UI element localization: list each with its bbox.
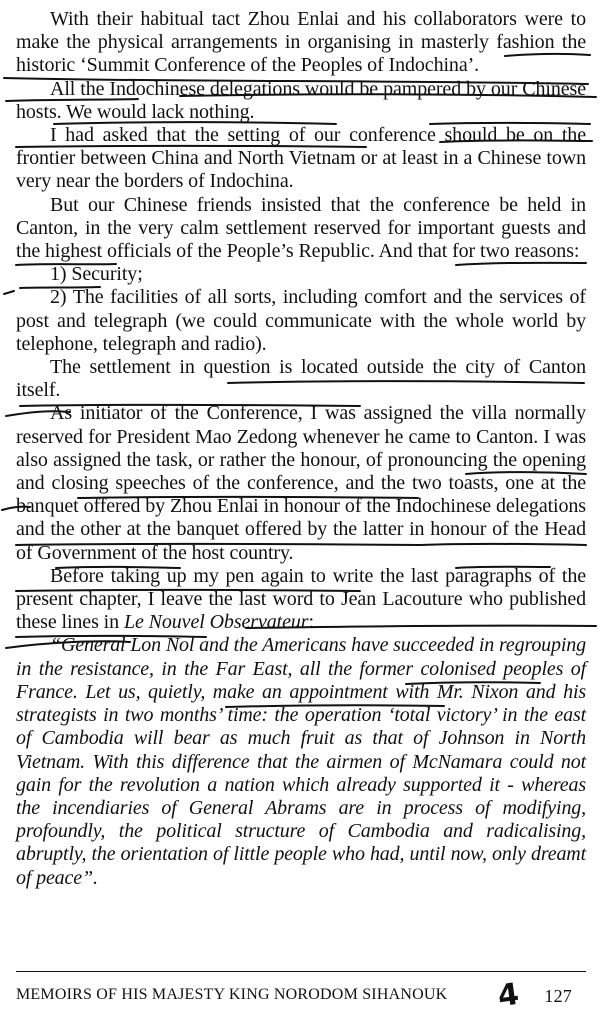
running-footer-title: MEMOIRS OF HIS MAJESTY KING NORODOM SIHANOUK	[16, 986, 448, 1003]
closing-text-after: :	[308, 611, 314, 634]
publication-title: Le Nouvel Observateur	[123, 611, 309, 634]
paragraph-setting-request: I had asked that the setting of our conference should be on the frontier between China and North Vietnam or at least in a Chinese town very near the borders of Indochina.	[16, 124, 586, 193]
reason-security: 1) Security;	[50, 263, 143, 286]
paragraph-arrangements: With their habitual tact Zhou Enlai and his collaborators were to make the physical arrangements in organising in masterly fashion the historic ‘Summit Conference of the Peoples of Indochina’.	[16, 8, 586, 77]
footer-rule	[16, 971, 586, 972]
handwritten-mark: 4	[495, 976, 522, 1015]
page-number: 127	[544, 986, 572, 1006]
page-footer	[16, 976, 586, 1015]
lacouture-quote: “General Lon Nol and the Americans have succeeded in regrouping in the resistance, in the Far East, all the former colonised peoples of France. Let us, quietly, make an appointment with Mr. Nixon and his strategists in two months’ time: the operation ‘total victory’ in the east of Cambodia will bear as much fruit as that of Johnson in North Vietnam. With this difference that the airmen of McNamara could not gain for the revolution a nation which already supported it - whereas the incendiaries of General Abrams are in process of modifying, profoundly, the political structure of Cambodia and radicalising, abruptly, the orientation of little people who had, until now, only dreamt of peace”.	[16, 634, 586, 889]
closing-text-before: Before taking up my pen again to write the last paragraphs of the present chapter, I leave the last word to Jean Lacouture who published these lines in	[16, 564, 586, 634]
paragraph-delegations: All the Indochinese delegations would be pampered by our Chinese hosts. We would lack nothing.	[16, 77, 586, 123]
margin-tick-guests	[4, 291, 14, 294]
paragraph-villa: As initiator of the Conference, I was assigned the villa normally reserved for President Mao Zedong whenever he came to Canton. I was also assigned the task, or rather the honour, of pronouncing the opening and closing speeches of the conference, and the two toasts, one at the banquet offered by Zhou Enlai in honour of the Indochinese delegations and the other at the banquet offered by the latter in honour of the Head of Government of the host country.	[16, 402, 586, 564]
reason-facilities: 2) The facilities of all sorts, including comfort and the services of post and telegraph (we could communicate with the whole world by telephone, telegraph and radio).	[16, 286, 586, 355]
paragraph-settlement-location: The settlement in question is located outside the city of Canton itself.	[16, 356, 586, 402]
paragraph-lacouture	[16, 565, 586, 635]
paragraph-canton: But our Chinese friends insisted that the conference be held in Canton, in the very calm settlement reserved for important guests and the highest officials of the People’s Republic. And that for two reasons:	[16, 193, 586, 263]
body-text	[16, 8, 586, 890]
